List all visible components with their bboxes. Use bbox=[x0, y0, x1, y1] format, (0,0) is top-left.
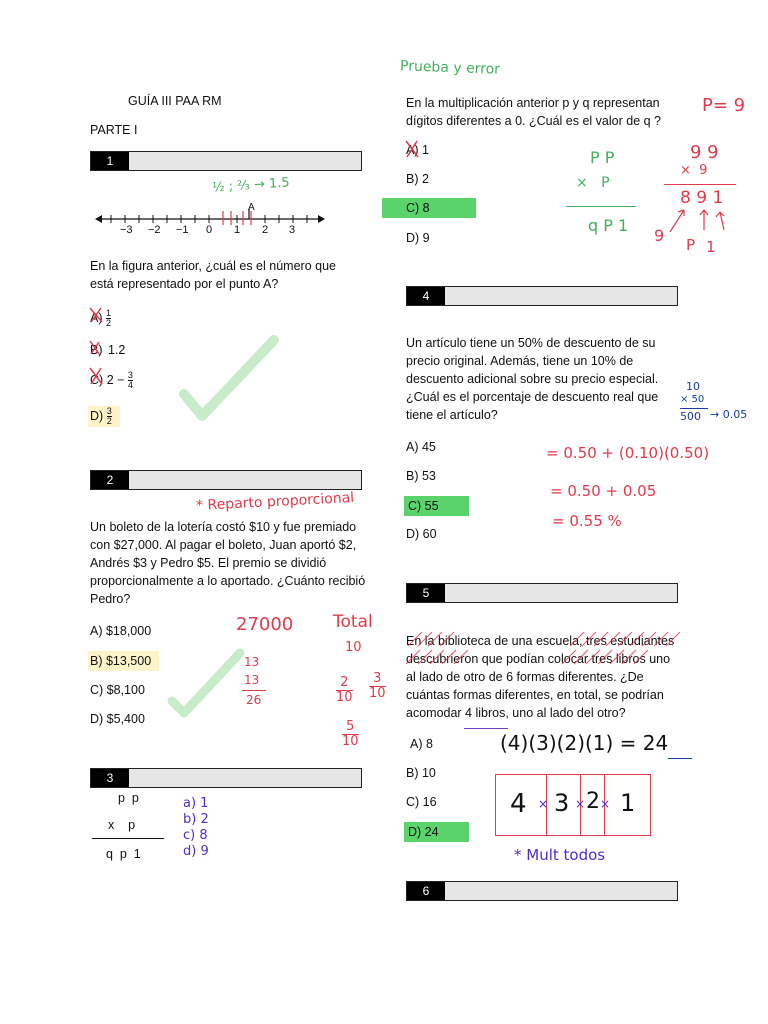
handwritten-equation: = 0.50 + (0.10)(0.50) bbox=[546, 444, 710, 462]
numerator: 3 bbox=[373, 671, 382, 686]
handwritten-label: Total bbox=[333, 612, 373, 632]
fraction bbox=[128, 371, 133, 390]
question-text: En la figura anterior, ¿cuál es el número que está representado por el punto A? bbox=[90, 259, 336, 291]
part-label: PARTE I bbox=[90, 123, 138, 137]
tick-label: 3 bbox=[289, 224, 296, 236]
box-value: 4 bbox=[510, 789, 527, 819]
handwritten-work: q P 1 bbox=[588, 216, 629, 235]
handwritten-work: × 9 bbox=[680, 163, 708, 178]
handwritten-work: P P bbox=[590, 148, 615, 167]
handwritten-work: × P bbox=[576, 175, 610, 191]
mult-row-2: x p bbox=[108, 818, 136, 832]
question-number: 6 bbox=[407, 882, 445, 900]
box-value: 2 bbox=[586, 789, 600, 814]
option-letter: C) bbox=[90, 373, 104, 387]
cross-mark-icon bbox=[404, 139, 420, 159]
handwritten-note: * Mult todos bbox=[514, 846, 606, 864]
handwritten-work: P bbox=[686, 236, 696, 254]
handwritten-work: 9 9 bbox=[690, 142, 719, 163]
handwritten-work: 8 9 1 bbox=[680, 188, 724, 208]
option-b[interactable]: B) $13,500 bbox=[88, 651, 159, 671]
denominator: 10 bbox=[369, 686, 386, 701]
handwritten-number: 27000 bbox=[236, 614, 294, 635]
denominator: 10 bbox=[342, 734, 359, 749]
handwritten-number: 10 bbox=[345, 640, 362, 655]
question-1-bar bbox=[90, 151, 362, 171]
option-d[interactable] bbox=[88, 406, 120, 427]
option-a[interactable]: A) 45 bbox=[406, 440, 436, 454]
denominator: 2 bbox=[105, 318, 111, 329]
denominator: 10 bbox=[336, 690, 353, 705]
denominator: 4 bbox=[127, 380, 133, 391]
numerator: 5 bbox=[346, 719, 355, 734]
numerator: 1 bbox=[105, 308, 111, 319]
tick-label: −1 bbox=[176, 224, 189, 236]
option-b[interactable]: B) 10 bbox=[406, 766, 436, 780]
question-2-bar bbox=[90, 470, 362, 490]
numerator: 3 bbox=[106, 406, 112, 417]
option-a[interactable]: A) 1 bbox=[406, 143, 429, 157]
option-d[interactable]: D) 60 bbox=[406, 527, 437, 541]
handwritten-number: 26 bbox=[246, 693, 262, 707]
question-5-bar bbox=[406, 583, 678, 603]
handwritten-equation: = 0.50 + 0.05 bbox=[550, 482, 657, 500]
handwritten-fraction bbox=[336, 676, 353, 705]
handwritten-line bbox=[664, 184, 736, 185]
handwritten-note: Prueba y error bbox=[399, 58, 501, 78]
underline bbox=[464, 728, 508, 729]
times-sign: × bbox=[538, 797, 549, 811]
question-text: En la biblioteca de una escuela, tres estudiantes descubrieron que podían colocar tres libros uno al lado de otro de 6 formas diferentes. ¿De cuántas formas diferentes, en total, se podrían acomodar 4 libros, uno al lado del otro? bbox=[406, 634, 675, 720]
handwritten-work: 1 bbox=[706, 238, 716, 256]
strike-scribble bbox=[400, 628, 685, 678]
numerator: 2 bbox=[340, 675, 349, 690]
tick-label: 1 bbox=[234, 224, 241, 236]
option-b[interactable]: B) 2 bbox=[406, 172, 429, 186]
handwritten-item: c) 8 bbox=[183, 828, 208, 843]
question-number: 3 bbox=[91, 769, 129, 787]
boxes-diagram bbox=[495, 774, 651, 836]
handwritten-list bbox=[183, 796, 209, 860]
handwritten-line bbox=[566, 206, 636, 207]
cross-mark-icon bbox=[88, 306, 104, 324]
handwritten-work: × 50 bbox=[680, 394, 705, 405]
option-prefix: 2 − bbox=[106, 373, 125, 387]
mult-row-3: q p 1 bbox=[106, 847, 141, 861]
question-3-bar bbox=[90, 768, 362, 788]
cross-mark-icon bbox=[88, 339, 102, 357]
option-d[interactable]: D) 24 bbox=[404, 822, 469, 842]
option-letter: B) bbox=[90, 343, 103, 357]
tick-label: −2 bbox=[148, 224, 161, 236]
mult-row-1: p p bbox=[118, 791, 139, 805]
option-b[interactable]: B) 53 bbox=[406, 469, 436, 483]
handwritten-number: 13 bbox=[244, 673, 260, 687]
times-sign: × bbox=[600, 797, 611, 811]
handwritten-item: d) 9 bbox=[183, 844, 209, 859]
option-d[interactable]: D) $5,400 bbox=[90, 712, 145, 726]
question-4-bar bbox=[406, 286, 678, 306]
handwritten-number: 13 bbox=[244, 655, 260, 669]
tick-label: 2 bbox=[262, 224, 269, 236]
checkmark-icon bbox=[166, 645, 246, 720]
handwritten-fraction bbox=[342, 720, 359, 749]
option-b[interactable]: 1.2 bbox=[108, 343, 126, 357]
arrow-icon bbox=[660, 206, 730, 236]
question-text: En la multiplicación anterior p y q representan dígitos diferentes a 0. ¿Cuál es el valor de q ? bbox=[406, 96, 662, 128]
denominator: 2 bbox=[106, 416, 112, 427]
question-text: Un boleto de la lotería costó $10 y fue premiado con $27,000. Al pagar el boleto, Juan aportó $2, Andrés $3 y Pedro $5. El premio se dividió proporcionalmente a lo aportado. ¿Cuánto recibió Pedro? bbox=[90, 520, 366, 606]
handwritten-underline bbox=[668, 758, 692, 759]
handwritten-work: → 0.05 bbox=[710, 408, 748, 421]
handwritten-work: 500 bbox=[680, 410, 701, 423]
handwritten-item: a) 1 bbox=[183, 796, 209, 811]
handwritten-note: * Reparto proporcional bbox=[195, 489, 355, 515]
handwritten-note: ½ ; ⅔ → 1.5 bbox=[211, 175, 291, 196]
handwritten-item: b) 2 bbox=[183, 812, 209, 827]
option-c[interactable]: C) 8 bbox=[382, 198, 476, 218]
box-value: 3 bbox=[554, 789, 570, 817]
point-a-label: A bbox=[248, 202, 255, 213]
mult-line bbox=[92, 838, 164, 839]
question-text: Un artículo tiene un 50% de descuento de su precio original. Además, tiene un 10% de descuento adicional sobre su precio especial. ¿Cuál es el porcentaje de descuento real que tiene el artículo? bbox=[406, 336, 659, 422]
question-number: 4 bbox=[407, 287, 445, 305]
question-number: 5 bbox=[407, 584, 445, 602]
times-sign: × bbox=[575, 797, 586, 811]
fraction bbox=[107, 407, 112, 426]
handwritten-line bbox=[680, 408, 708, 409]
option-c[interactable]: C) 16 bbox=[406, 795, 437, 809]
option-c[interactable]: C) 55 bbox=[404, 496, 469, 516]
numerator: 3 bbox=[127, 370, 133, 381]
option-letter: A) bbox=[90, 311, 103, 325]
option-a[interactable]: A) $18,000 bbox=[90, 624, 152, 638]
handwritten-answer: P= 9 bbox=[702, 95, 746, 116]
question-6-bar bbox=[406, 881, 678, 901]
option-a[interactable]: A) 8 bbox=[410, 737, 433, 751]
handwritten-equation: = 0.55 % bbox=[552, 512, 622, 530]
option-letter: D) bbox=[90, 409, 104, 423]
option-d[interactable]: D) 9 bbox=[406, 231, 430, 245]
handwritten-fraction bbox=[369, 672, 386, 701]
fraction bbox=[106, 309, 111, 328]
tick-label: −3 bbox=[120, 224, 133, 236]
tick-label: 0 bbox=[206, 224, 213, 236]
handwritten-equation: (4)(3)(2)(1) = 24 bbox=[500, 731, 669, 755]
cross-mark-icon bbox=[88, 366, 104, 386]
handwritten-work: 10 bbox=[686, 380, 700, 393]
sum-line bbox=[242, 690, 266, 691]
question-number: 1 bbox=[91, 152, 129, 170]
box-value: 1 bbox=[620, 789, 636, 817]
handwritten-work: 9 bbox=[654, 226, 665, 245]
guide-title: GUÍA III PAA RM bbox=[128, 94, 222, 108]
checkmark-icon bbox=[178, 332, 278, 422]
question-number: 2 bbox=[91, 471, 129, 489]
option-c[interactable]: C) $8,100 bbox=[90, 683, 145, 697]
